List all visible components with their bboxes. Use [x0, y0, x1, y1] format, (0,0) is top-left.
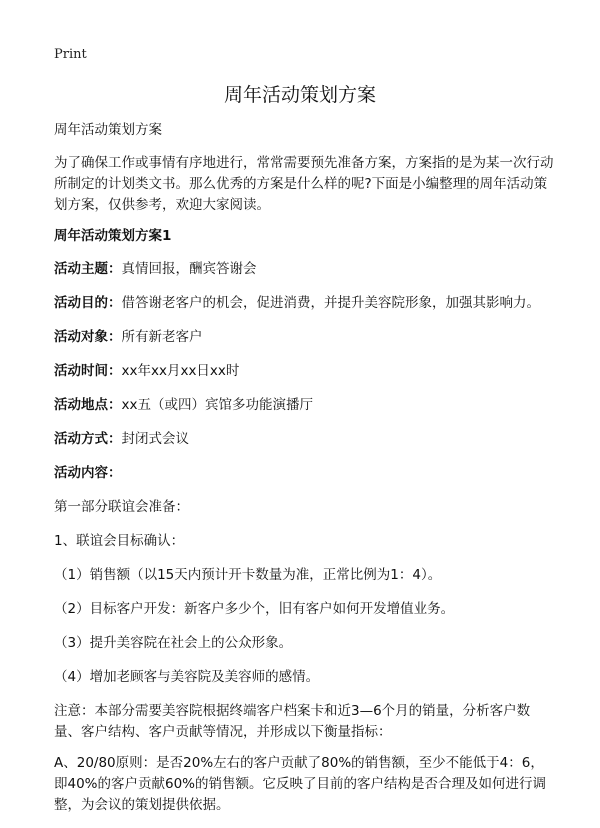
document-body [54, 120, 554, 826]
field-value: xx五（或四）宾馆多功能演播厅 [121, 397, 313, 413]
field-label: 活动内容： [54, 465, 122, 481]
intro-paragraph: 为了确保工作或事情有序地进行，常常需要预先准备方案，方案指的是为某一次行动所制定的计划类文书。那么优秀的方案是什么样的呢?下面是小编整理的周年活动策划方案，仅供参考，欢迎大家阅读。 [54, 155, 554, 213]
goal-heading: 1、联谊会目标确认： [54, 533, 185, 549]
field-label: 活动方式： [54, 431, 122, 447]
field-label: 活动对象： [54, 329, 122, 345]
goal-item: （3）提升美容院在社会上的公众形象。 [54, 635, 293, 651]
field-value: 借答谢老客户的机会，促进消费，并提升美容院形象，加强其影响力。 [121, 295, 540, 311]
field-value: xx年xx月xx日xx时 [121, 363, 240, 379]
field-audience [54, 327, 554, 348]
page-title: 周年活动策划方案 [223, 84, 376, 106]
part-heading: 第一部分联谊会准备： [54, 499, 189, 515]
field-format [54, 429, 554, 450]
field-label: 活动时间： [54, 363, 122, 379]
field-label: 活动目的： [54, 295, 122, 311]
goal-item: （4）增加老顾客与美容院及美容师的感情。 [54, 669, 320, 685]
field-value: 所有新老客户 [121, 329, 203, 345]
field-time [54, 361, 554, 382]
principle-paragraph: A、20/80原则：是否20%左右的客户贡献了80%的销售额，至少不能低于4：6，即40%的客户贡献60%的销售额。它反映了目前的客户结构是否合理及如何进行调整，为会议的策划提供依据。 [54, 755, 547, 813]
field-value: 真情回报，酬宾答谢会 [121, 261, 257, 277]
document-subtitle: 周年活动策划方案 [54, 122, 162, 138]
field-content [54, 463, 554, 484]
field-location [54, 395, 554, 416]
field-purpose [54, 293, 554, 314]
field-label: 活动主题： [54, 261, 122, 277]
goal-item: （2）目标客户开发：新客户多少个，旧有客户如何开发增值业务。 [54, 601, 455, 617]
field-label: 活动地点： [54, 397, 122, 413]
section-heading: 周年活动策划方案1 [54, 228, 172, 244]
print-link[interactable]: Print [54, 47, 87, 62]
note-paragraph: 注意：本部分需要美容院根据终端客户档案卡和近3—6个月的销量，分析客户数量、客户结构、客户贡献等情况，并形成以下衡量指标： [54, 703, 531, 740]
field-value: 封闭式会议 [121, 431, 189, 447]
goal-item: （1）销售额（以15天内预计开卡数量为准，正常比例为1：4）。 [54, 567, 442, 583]
field-theme [54, 259, 554, 280]
